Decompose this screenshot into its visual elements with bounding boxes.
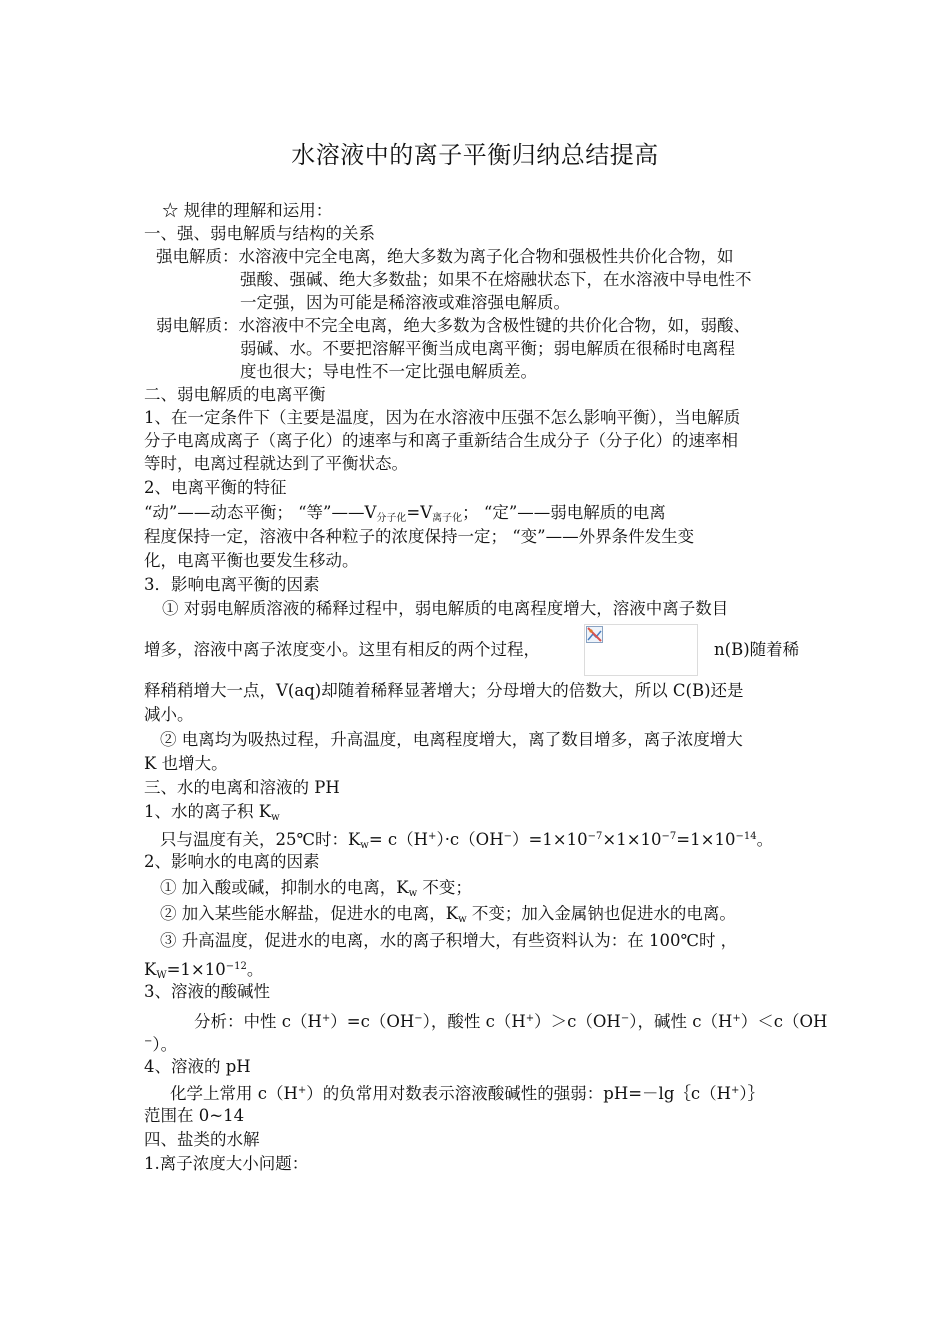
superscript: + (525, 1013, 535, 1024)
text-run: ）＞c（OH (534, 1012, 621, 1031)
equilibrium-features-line-3: 化，电离平衡也要发生移动。 (144, 551, 359, 570)
section-3-heading: 三、水的电离和溶液的 PH (144, 778, 340, 797)
paragraph-line: ③ 升高温度，促进水的电离，水的离子积增大，有些资料认为：在 100℃时 ， (160, 931, 738, 950)
equilibrium-features-line-2: 程度保持一定，溶液中各种粒子的浓度保持一定； “变”——外界条件发生变 (144, 527, 695, 546)
subsection-heading: 1.离子浓度大小问题： (144, 1154, 309, 1173)
paragraph-line: 1、在一定条件下（主要是温度，因为在水溶液中压强不怎么影响平衡），当电解质 (144, 408, 741, 427)
acid-base-analysis-line-2 (144, 1031, 177, 1056)
weak-electrolyte-line-3: 度也很大；导电性不一定比强电解质差。 (240, 362, 537, 381)
superscript: + (731, 1085, 740, 1096)
paragraph-line: 等时，电离过程就达到了平衡状态。 (144, 454, 408, 473)
subsection-heading (144, 801, 280, 829)
superscript: − (503, 831, 512, 842)
text-run: = c（H (368, 830, 429, 849)
superscript: − (414, 1013, 423, 1024)
paragraph-line (160, 903, 736, 931)
strong-electrolyte-line-2: 强酸、强碱、绝大多数盐；如果不在熔融状态下，在水溶液中导电性不 (240, 270, 752, 289)
subscript: 离子化 (432, 513, 463, 524)
weak-electrolyte-line-1: 弱电解质：水溶液中不完全电离，绝大多数为含极性键的共价化合物，如，弱酸、 (156, 316, 750, 335)
text-run: =1×10 (166, 960, 226, 979)
text-run: ）·c（OH (436, 830, 504, 849)
superscript: + (428, 831, 437, 842)
superscript: + (321, 1013, 331, 1024)
text-run: ② 加入某些能水解盐，促进水的电离，K (160, 904, 459, 923)
ph-definition-line (170, 1080, 764, 1105)
subscript: W (156, 970, 167, 981)
paragraph-line: 释稍稍增大一点，V(aq)却随着稀释显著增大；分母增大的倍数大，所以 C(B)还是 (144, 681, 744, 700)
text-run: “动”——动态平衡； “等”——V (144, 503, 377, 522)
text-run: ； “定”——弱电解质的电离 (462, 503, 666, 522)
acid-base-analysis-line-1 (194, 1008, 827, 1033)
text-run: ×1×10 (602, 830, 662, 849)
subsection-heading: 3、溶液的酸碱性 (144, 982, 270, 1001)
section-4-heading: 四、盐类的水解 (144, 1130, 260, 1149)
paragraph-line: 分子电离成离子（离子化）的速率与和离子重新结合生成分子（分子化）的速率相 (144, 431, 738, 450)
paragraph-line: 增多，溶液中离子浓度变小。这里有相反的两个过程， (144, 640, 540, 659)
subscript: 分子化 (376, 513, 407, 524)
text-run: K (144, 960, 157, 979)
text-run: ）=c（OH (330, 1012, 415, 1031)
superscript: + (297, 1085, 307, 1096)
subscript: w (458, 914, 467, 925)
subsection-heading: 2、电离平衡的特征 (144, 478, 287, 497)
superscript: −12 (225, 961, 247, 972)
paragraph-line: 范围在 0~14 (144, 1106, 245, 1125)
subscript: w (271, 812, 280, 823)
text-run: ）｝ (739, 1084, 765, 1103)
text-run: ），酸性 c（H (422, 1012, 526, 1031)
text-run: 只与温度有关，25℃时：K (160, 830, 361, 849)
strong-electrolyte-line-1: 强电解质：水溶液中完全电离，绝大多数为离子化合物和强极性共价化合物，如 (156, 247, 734, 266)
text-run: 分析：中性 c（H (194, 1012, 322, 1031)
superscript: − (620, 1013, 630, 1024)
paragraph-line: K 也增大。 (144, 754, 228, 773)
paragraph-line: n(B)随着稀 (714, 640, 800, 659)
weak-electrolyte-line-2: 弱碱、水。不要把溶解平衡当成电离平衡；弱电解质在很稀时电离程 (240, 339, 735, 358)
broken-image-icon (586, 626, 603, 643)
superscript: + (732, 1013, 741, 1024)
paragraph-line: 减小。 (144, 705, 194, 724)
text-run: =1×10 (676, 830, 736, 849)
text-run: ① 加入酸或碱，抑制水的电离，K (160, 878, 409, 897)
superscript: −7 (661, 831, 677, 842)
text-run: 1、水的离子积 K (144, 802, 272, 821)
text-run: ）。 (152, 1035, 178, 1054)
subsection-heading: 4、溶液的 pH (144, 1057, 251, 1076)
text-run: 不变；加入金属钠也促进水的电离。 (466, 904, 736, 923)
paragraph-line: ② 电离均为吸热过程，升高温度，电离程度增大，离了数目增多，离子浓度增大 (160, 730, 743, 749)
subscript: w (408, 888, 418, 899)
subsection-heading: 2、影响水的电离的因素 (144, 852, 320, 871)
section-2-heading: 二、弱电解质的电离平衡 (144, 385, 326, 404)
section-star-heading: ☆ 规律的理解和运用： (162, 201, 333, 220)
text-run: ）的负常用对数表示溶液酸碱性的强弱：pH=－lg｛c（H (306, 1084, 732, 1103)
strong-electrolyte-line-3: 一定强，因为可能是稀溶液或难溶强电解质。 (240, 293, 570, 312)
paragraph-line (160, 877, 472, 905)
text-run: 。 (756, 830, 774, 849)
paragraph-line: ① 对弱电解质溶液的稀释过程中，弱电解质的电离程度增大，溶液中离子数目 (162, 599, 729, 618)
text-run: ），碱性 c（H (629, 1012, 733, 1031)
text-run: 。 (246, 960, 264, 979)
formula-image-placeholder (584, 624, 698, 676)
text-run: 化学上常用 c（H (170, 1084, 298, 1103)
superscript: −14 (735, 831, 757, 842)
superscript: − (144, 1036, 153, 1047)
section-1-heading: 一、强、弱电解质与结构的关系 (144, 224, 375, 243)
subsection-heading: 3．影响电离平衡的因素 (144, 575, 320, 594)
text-run: ）＜c（OH (740, 1012, 828, 1031)
text-run: 不变； (417, 878, 472, 897)
text-run: =V (406, 503, 433, 522)
subscript: w (360, 840, 369, 851)
document-title: 水溶液中的离子平衡归纳总结提高 (291, 141, 659, 169)
superscript: −7 (587, 831, 603, 842)
text-run: ）=1×10 (511, 830, 588, 849)
